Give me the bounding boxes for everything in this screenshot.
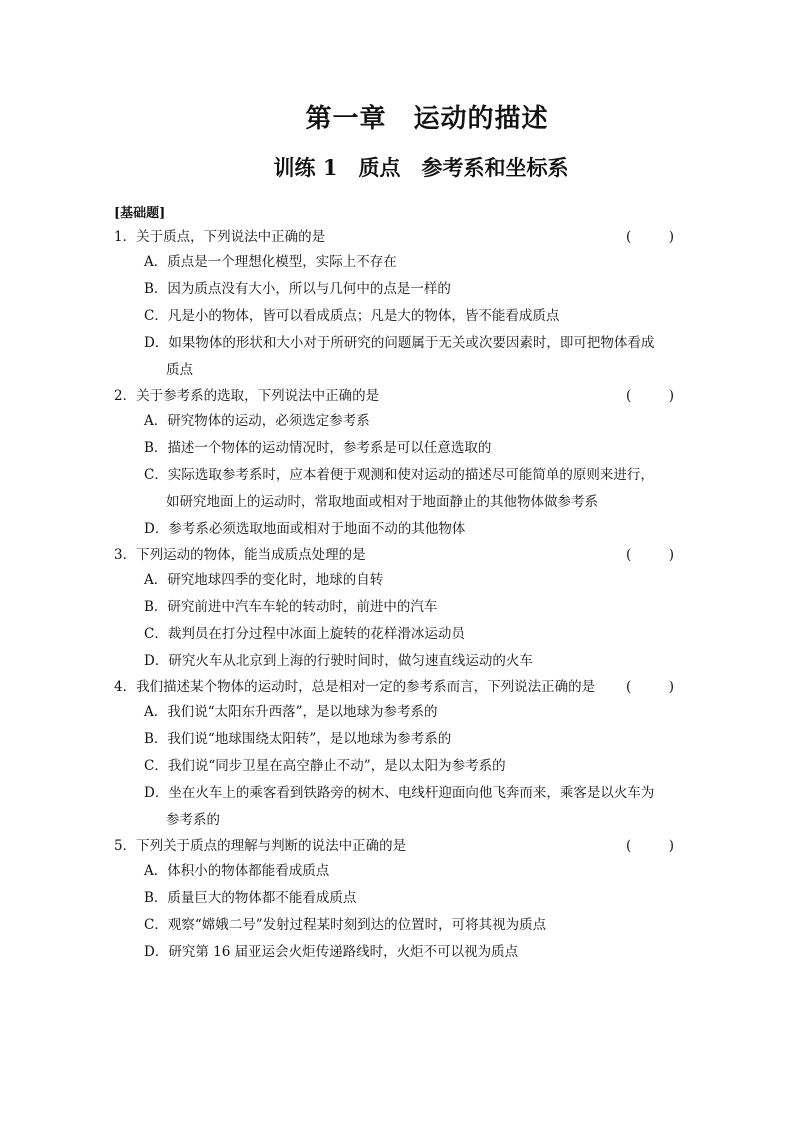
option-c <box>114 462 674 489</box>
option-b <box>114 276 674 303</box>
option-text: A．质点是一个理想化模型，实际上不存在 <box>144 254 397 270</box>
option-text: C．观察“嫦娥二号”发射过程某时刻到达的位置时，可将其视为质点 <box>144 917 547 933</box>
option-d <box>114 516 674 543</box>
option-a <box>114 249 674 276</box>
option-b <box>114 726 674 753</box>
question-stem <box>114 384 674 408</box>
option-continuation-text: 如研究地面上的运动时，常取地面或相对于地面静止的其他物体做参考系 <box>166 494 598 510</box>
question-stem-text: 5．下列关于质点的理解与判断的说法中正确的是 <box>114 838 407 854</box>
question-stem <box>114 543 674 567</box>
option-text: B．研究前进中汽车车轮的转动时，前进中的汽车 <box>144 599 438 615</box>
question-5 <box>114 834 674 966</box>
option-text: C．实际选取参考系时，应本着便于观测和使对运动的描述尽可能简单的原则来进行， <box>144 467 654 483</box>
option-text: A．研究地球四季的变化时，地球的自转 <box>144 572 384 588</box>
question-stem-text: 1．关于质点，下列说法中正确的是 <box>114 229 326 245</box>
answer-blank-open: ( <box>626 838 632 854</box>
option-c <box>114 753 674 780</box>
option-text: A．研究物体的运动，必须选定参考系 <box>144 413 370 429</box>
question-1 <box>114 225 674 384</box>
option-a <box>114 567 674 594</box>
answer-blank-close: ) <box>668 388 674 404</box>
answer-blank <box>626 225 674 249</box>
answer-blank-open: ( <box>626 229 632 245</box>
option-c <box>114 303 674 330</box>
option-continuation-text: 参考系的 <box>166 812 220 828</box>
question-stem-text: 2．关于参考系的选取，下列说法中正确的是 <box>114 388 380 404</box>
option-text: B．质量巨大的物体都不能看成质点 <box>144 890 357 906</box>
question-3 <box>114 543 674 675</box>
answer-blank-open: ( <box>626 547 632 563</box>
option-text: B．因为质点没有大小，所以与几何中的点是一样的 <box>144 281 451 297</box>
answer-blank <box>626 834 674 858</box>
question-stem <box>114 675 674 699</box>
option-text: C．裁判员在打分过程中冰面上旋转的花样滑冰运动员 <box>144 626 465 642</box>
answer-blank-close: ) <box>668 229 674 245</box>
chapter-title: 第一章 运动的描述 <box>305 104 549 134</box>
option-b <box>114 435 674 462</box>
question-list <box>114 225 674 966</box>
answer-blank <box>626 384 674 408</box>
option-text: B．描述一个物体的运动情况时，参考系是可以任意选取的 <box>144 440 492 456</box>
option-text: B．我们说“地球围绕太阳转”，是以地球为参考系的 <box>144 731 452 747</box>
option-d <box>114 939 674 966</box>
option-d <box>114 330 674 357</box>
answer-blank-open: ( <box>626 388 632 404</box>
option-continuation <box>114 357 674 384</box>
question-2 <box>114 384 674 543</box>
answer-blank <box>626 543 674 567</box>
answer-blank-close: ) <box>668 679 674 695</box>
option-text: C．凡是小的物体，皆可以看成质点；凡是大的物体，皆不能看成质点 <box>144 308 560 324</box>
question-stem <box>114 834 674 858</box>
question-stem <box>114 225 674 249</box>
option-c <box>114 912 674 939</box>
option-text: D．参考系必须选取地面或相对于地面不动的其他物体 <box>144 521 466 537</box>
option-text: D．坐在火车上的乘客看到铁路旁的树木、电线杆迎面向他飞奔而来，乘客是以火车为 <box>144 785 655 801</box>
option-text: C．我们说“同步卫星在高空静止不动”，是以太阳为参考系的 <box>144 758 506 774</box>
option-continuation <box>114 489 674 516</box>
option-text: D．研究火车从北京到上海的行驶时间时，做匀速直线运动的火车 <box>144 653 533 669</box>
option-continuation <box>114 807 674 834</box>
answer-blank-open: ( <box>626 679 632 695</box>
option-d <box>114 780 674 807</box>
option-text: A．体积小的物体都能看成质点 <box>144 863 330 879</box>
question-4 <box>114 675 674 834</box>
lesson-title: 训练 1 质点 参考系和坐标系 <box>273 155 569 180</box>
option-a <box>114 858 674 885</box>
option-continuation-text: 质点 <box>166 362 193 378</box>
option-a <box>114 408 674 435</box>
answer-blank-close: ) <box>668 838 674 854</box>
answer-blank-close: ) <box>668 547 674 563</box>
option-text: D．如果物体的形状和大小对于所研究的问题属于无关或次要因素时，即可把物体看成 <box>144 335 655 351</box>
section-label: [基础题] <box>114 206 166 221</box>
answer-blank <box>626 675 674 699</box>
option-d <box>114 648 674 675</box>
question-stem-text: 4．我们描述某个物体的运动时，总是相对一定的参考系而言，下列说法正确的是 <box>114 679 596 695</box>
option-b <box>114 594 674 621</box>
question-stem-text: 3．下列运动的物体，能当成质点处理的是 <box>114 547 366 563</box>
option-c <box>114 621 674 648</box>
option-b <box>114 885 674 912</box>
option-text: A．我们说“太阳东升西落”，是以地球为参考系的 <box>144 704 438 720</box>
option-a <box>114 699 674 726</box>
option-text: D．研究第 16 届亚运会火炬传递路线时，火炬不可以视为质点 <box>144 944 519 960</box>
